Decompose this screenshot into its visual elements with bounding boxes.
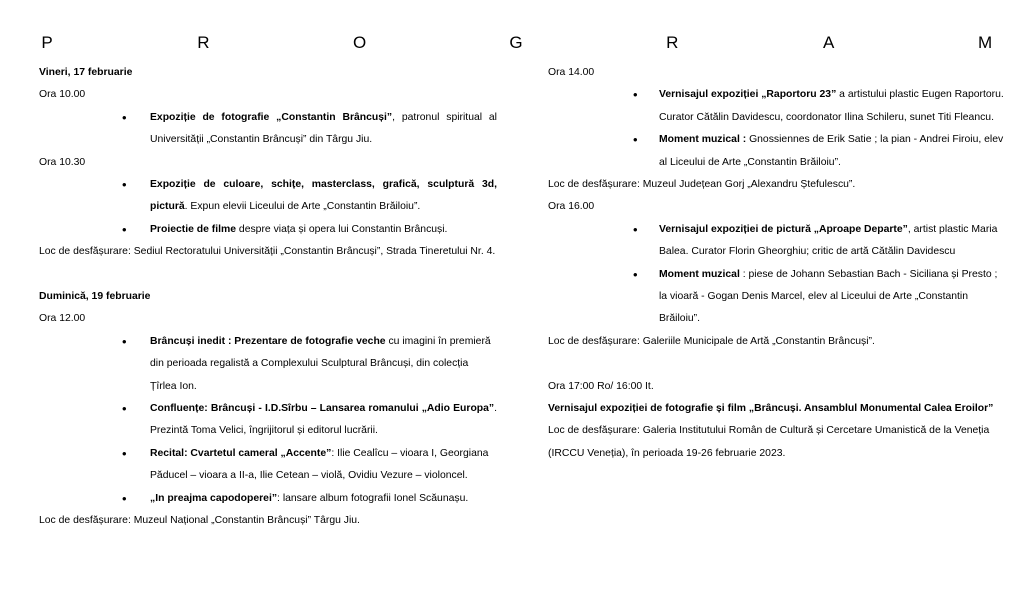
event-item — [39, 331, 497, 398]
title-letter: R — [666, 33, 679, 52]
event-item — [39, 174, 497, 219]
title-letter: R — [197, 33, 210, 52]
event-item — [39, 107, 497, 152]
event-item — [548, 129, 1004, 174]
event-item — [39, 398, 497, 443]
bullet-icon: • — [122, 177, 127, 193]
event-title: „In preajma capodoperei” — [150, 492, 278, 504]
event-title: Brâncuși inedit : Prezentare de fotografie veche — [150, 335, 386, 347]
title-letter: M — [977, 33, 993, 52]
title-letter: O — [353, 33, 367, 52]
event-item — [548, 264, 1004, 331]
location-text: Loc de desfășurare: Sediul Rectoratului Universității „Constantin Brâncuși”, Strada Tineretului Nr. 4. — [39, 246, 496, 258]
event-item — [39, 443, 497, 488]
event-text: . Prezintă Toma Velici, îngrijitorul și editorul lucrării. — [150, 403, 497, 437]
event-title: Confluențe: Brâncuși - I.D.Sîrbu – Lansarea romanului „Adio Europa” — [150, 403, 495, 415]
bullet-icon: • — [633, 132, 638, 148]
bullet-icon: • — [122, 221, 127, 237]
event-title: Vernisajul expoziției „Raportoru 23” — [659, 89, 837, 101]
event-item — [548, 219, 1004, 264]
time-label: Ora 10.00 — [39, 89, 86, 101]
event-text: , patronul spiritual al Universității „Constantin Brâncuși” din Târgu Jiu. — [150, 111, 497, 146]
event-title: Expoziție de fotografie „Constantin Brâncuși” — [150, 111, 393, 123]
bullet-icon: • — [633, 87, 638, 103]
bullet-icon: • — [633, 266, 638, 282]
right-column — [548, 62, 1004, 465]
event-text: : piese de Johann Sebastian Bach - Siciliana și Presto ; la vioară - Gogan Denis Marcel, elev al Liceului de Arte „Constantin Brăiloiu”. — [659, 268, 998, 325]
bullet-icon: • — [633, 221, 638, 237]
day-heading: Vineri, 17 februarie — [39, 67, 133, 78]
location-text: Loc de desfășurare: Galeria Institutului Român de Cultură și Cercetare Umanistică de la Veneția (IRCCU Veneția), în perioada 19-26 februarie 2023. — [548, 425, 990, 459]
bullet-icon: • — [122, 333, 127, 349]
event-title: Moment muzical — [659, 268, 740, 280]
bullet-icon: • — [122, 401, 127, 417]
event-title: Vernisajul expoziției de fotografie și film „Brâncuși. Ansamblul Monumental Calea Eroilor” — [548, 403, 994, 415]
location-text: Loc de desfășurare: Muzeul Național „Constantin Brâncuși” Târgu Jiu. — [39, 515, 360, 527]
title-letter: G — [509, 33, 523, 52]
event-text: . Expun elevii Liceului de Arte „Constantin Brăiloiu”. — [184, 201, 421, 213]
title-letter: P — [41, 33, 53, 52]
bullet-icon: • — [122, 490, 127, 506]
event-text: cu imagini în premieră din perioada regalistă a Complexului Sculptural Brâncuși, din colecția Țîrlea Ion. — [150, 335, 491, 392]
event-item — [39, 219, 497, 241]
event-title: Vernisajul expoziției de pictură „Aproape Departe” — [659, 223, 908, 235]
program-title — [40, 33, 992, 55]
title-letter: A — [822, 33, 835, 52]
event-item — [548, 84, 1004, 129]
time-label: Ora 17:00 Ro/ 16:00 It. — [548, 380, 654, 392]
event-item — [39, 488, 497, 510]
event-text: a artistului plastic Eugen Raportoru. Curator Cătălin Davidescu, coordonator Ilina Schileru, sunet Titi Fleancu. — [659, 89, 1004, 123]
event-title: Recital: Cvartetul cameral „Accente” — [150, 447, 332, 459]
event-text: Gnossiennes de Erik Satie ; la pian - Andrei Firoiu, elev al Liceului de Arte „Constantin Brăiloiu”. — [659, 134, 1004, 168]
bullet-icon: • — [122, 109, 127, 125]
event-text: , artist plastic Maria Balea. Curator Florin Gheorghiu; critic de artă Cătălin Davidescu — [659, 223, 998, 258]
left-column — [39, 62, 497, 533]
event-text: despre viața și opera lui Constantin Brâncuși. — [236, 223, 448, 235]
location-text: Loc de desfășurare: Muzeul Județean Gorj „Alexandru Ștefulescu”. — [548, 179, 856, 191]
event-title: Proiectie de filme — [150, 223, 237, 235]
location-text: Loc de desfășurare: Galeriile Municipale de Artă „Constantin Brâncuși”. — [548, 335, 875, 347]
bullet-icon: • — [122, 445, 127, 461]
time-label: Ora 14.00 — [548, 67, 595, 78]
event-title: Expoziție de culoare, schițe, masterclass, grafică, sculptură 3d, pictură — [150, 179, 497, 213]
day-heading: Duminică, 19 februarie — [39, 291, 151, 303]
time-label: Ora 10.30 — [39, 156, 86, 168]
time-label: Ora 12.00 — [39, 313, 86, 325]
event-text: : lansare album fotografii Ionel Scăunașu. — [277, 492, 469, 504]
time-label: Ora 16.00 — [548, 201, 595, 213]
event-text: : Ilie Cealîcu – vioara I, Georgiana Păducel – vioara a II-a, Ilie Cetean – violă, Ovidiu Vezure – violoncel. — [150, 447, 489, 482]
event-title: Moment muzical : — [659, 134, 747, 146]
